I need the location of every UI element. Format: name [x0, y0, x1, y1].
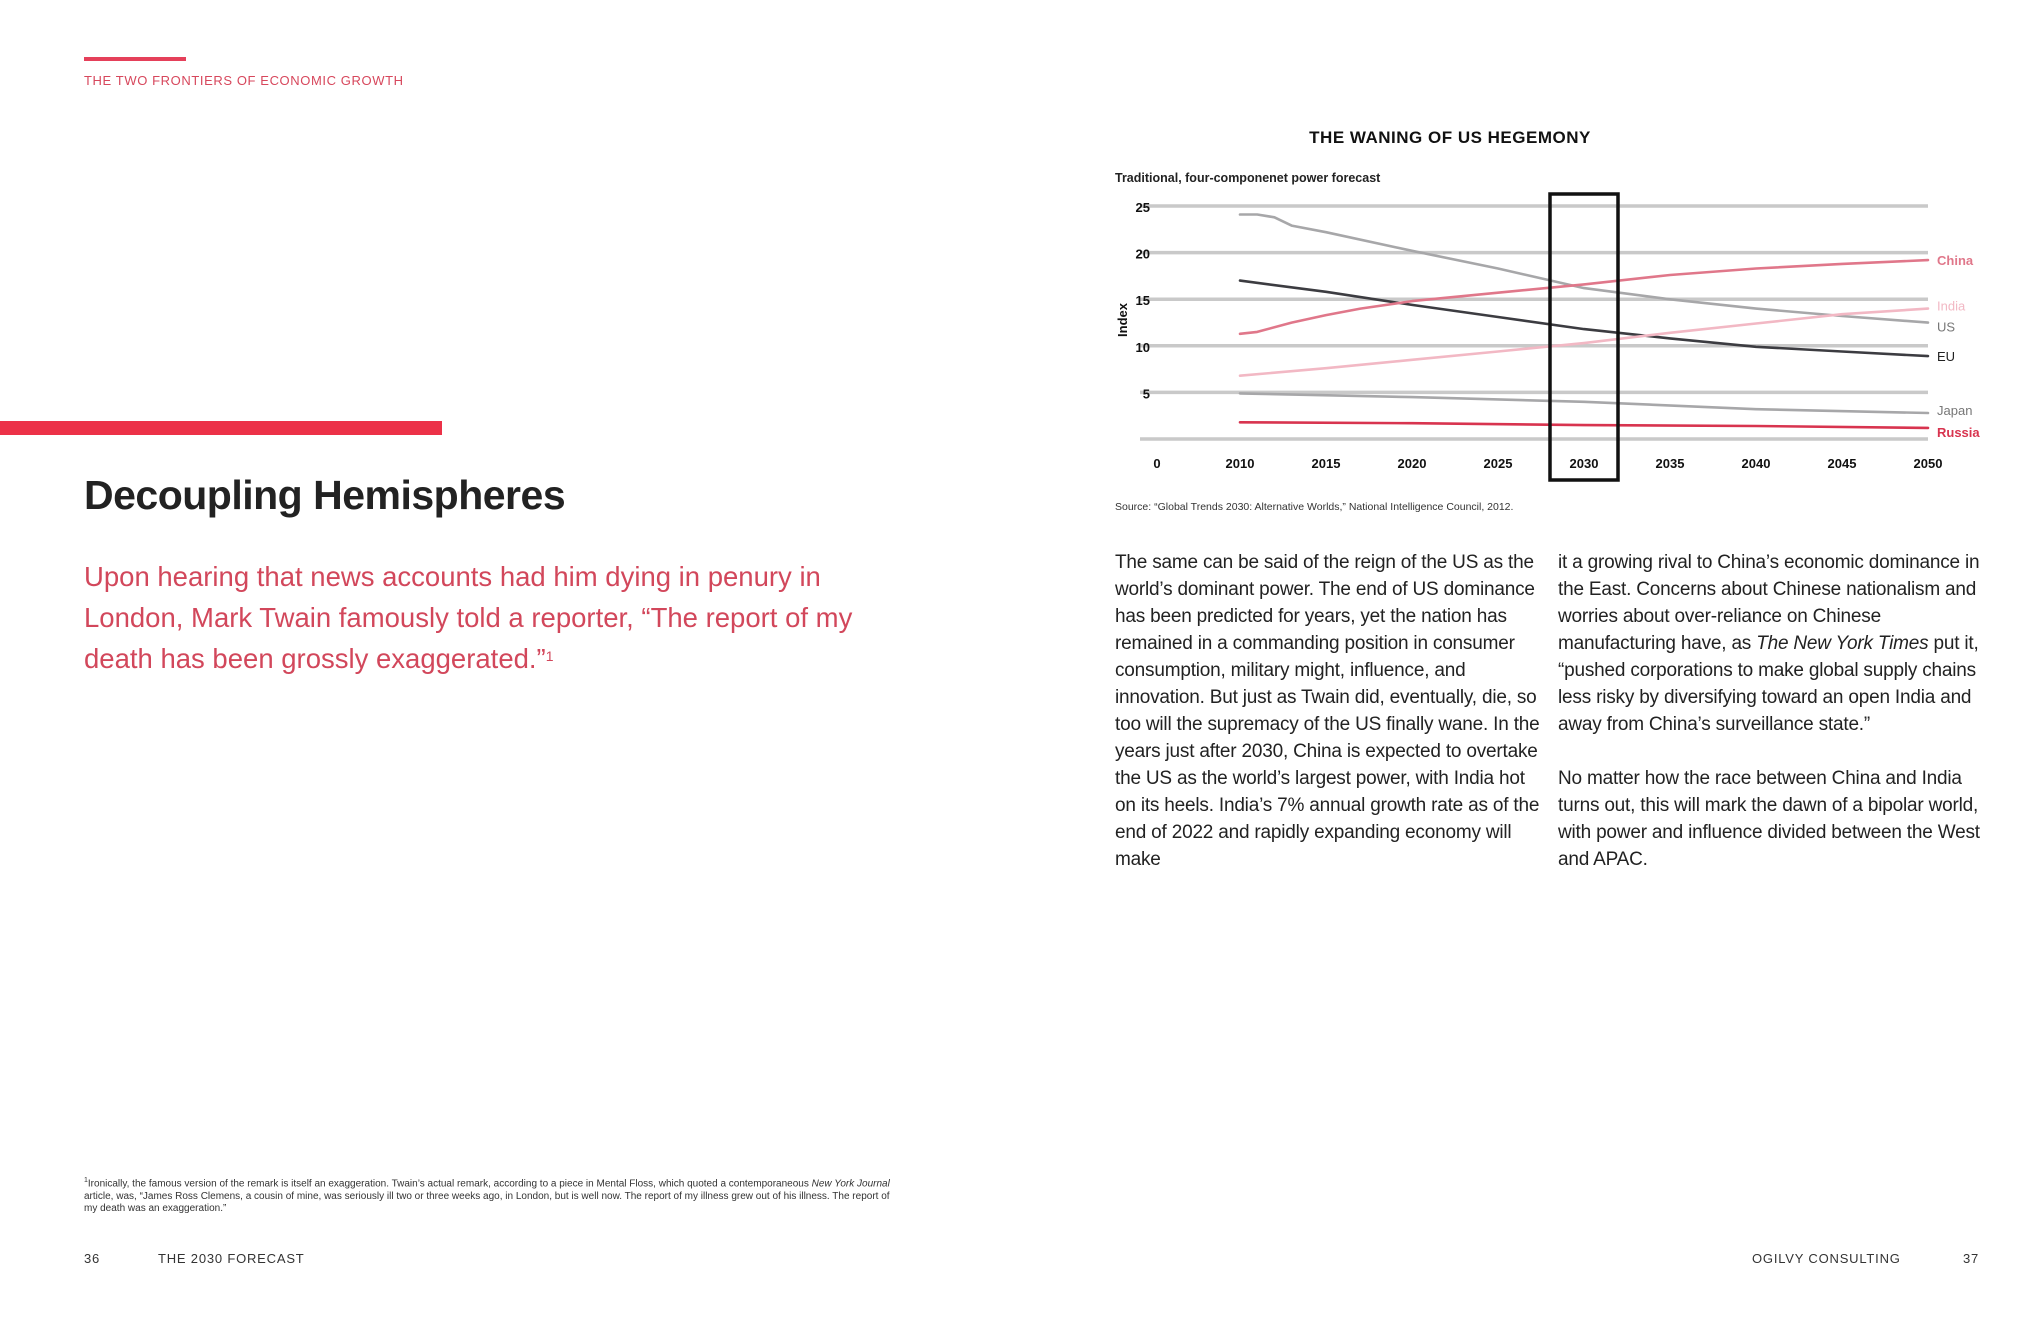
series-label-us: US — [1937, 319, 1956, 335]
y-tick-label: 15 — [1135, 293, 1150, 309]
page-number-right: 37 — [1963, 1251, 1980, 1266]
publication-name: The New York Times — [1756, 633, 1929, 654]
footnote-text-2: article, was, “James Ross Clemens, a cousin of mine, was seriously ill two or three weeks ago, in London, but is well now. The report of my illness grew out of his illness. The report of my death was an exaggeration.” — [84, 1190, 890, 1215]
x-tick-label: 2030 — [1569, 456, 1599, 471]
publisher-name: OGILVY CONSULTING — [1752, 1251, 1901, 1266]
pull-quote — [84, 556, 894, 679]
chart-gridlines — [1140, 206, 1928, 439]
series-line-china — [1240, 260, 1928, 334]
chart-x-ticks — [1153, 456, 1942, 471]
highlight-2030-box — [1550, 194, 1618, 480]
x-tick-label: 2040 — [1741, 456, 1771, 471]
series-label-russia: Russia — [1937, 424, 1980, 440]
series-label-india: India — [1937, 298, 1966, 314]
footnote-italic: New York Journal — [811, 1178, 890, 1190]
y-tick-label: 20 — [1135, 246, 1150, 262]
accent-rule-short — [84, 57, 186, 61]
body-paragraph: No matter how the race between China and India turns out, this will mark the dawn of a bipolar world, with power and influence divided between the West and APAC. — [1558, 768, 1980, 870]
series-line-japan — [1240, 393, 1928, 413]
x-tick-label: 2015 — [1311, 456, 1341, 471]
section-heading: Decoupling Hemispheres — [84, 472, 566, 518]
x-tick-label: 2045 — [1827, 456, 1857, 471]
chart-source: Source: “Global Trends 2030: Alternative Worlds,” National Intelligence Council, 2012. — [1115, 501, 1514, 513]
accent-bar — [0, 421, 442, 435]
x-tick-label: 2035 — [1655, 456, 1685, 471]
x-tick-label: 2025 — [1483, 456, 1513, 471]
chart-subtitle: Traditional, four-componenet power forecast — [1115, 171, 1381, 185]
running-head: THE TWO FRONTIERS OF ECONOMIC GROWTH — [84, 73, 404, 88]
x-tick-label: 0 — [1153, 456, 1161, 471]
footnote-text-1: Ironically, the famous version of the remark is itself an exaggeration. Twain’s actual remark, according to a piece in Mental Floss, which quoted a contemporaneous — [87, 1178, 812, 1190]
chart-title: THE WANING OF US HEGEMONY — [1309, 128, 1591, 147]
x-tick-label: 2050 — [1913, 456, 1943, 471]
x-tick-label: 2020 — [1397, 456, 1427, 471]
body-column-1 — [1115, 549, 1540, 900]
series-line-us — [1240, 215, 1928, 323]
publication-title: THE 2030 FORECAST — [158, 1251, 305, 1266]
footnote-marker: 1 — [84, 1177, 88, 1184]
series-label-eu: EU — [1937, 349, 1956, 365]
chart-series-labels — [1937, 253, 1980, 440]
chart-series-lines — [1240, 215, 1928, 428]
footnote — [84, 1175, 904, 1216]
body-paragraph: The same can be said of the reign of the US as the world’s dominant power. The end of US dominance has been predicted for years, yet the nation has remained in a commanding position in consumer consumption, military might, influence, and innovation. But just as Twain did, eventually, die, so too will the supremacy of the US finally wane. In the years just after 2030, China is expected to overtake the US as the world’s largest power, with India hot on its heels. India’s 7% annual growth rate as of the end of 2022 and rapidly expanding economy will make — [1115, 552, 1540, 870]
series-line-india — [1240, 309, 1928, 376]
body-column-2 — [1558, 549, 1983, 900]
body-paragraph — [1558, 549, 1983, 738]
series-label-japan: Japan — [1937, 402, 1973, 418]
y-tick-label: 10 — [1135, 339, 1150, 355]
series-line-russia — [1240, 422, 1928, 428]
y-tick-label: 25 — [1135, 200, 1150, 215]
series-label-china: China — [1937, 253, 1974, 269]
body-text: it a growing rival to China’s economic dominance in the East. Concerns about Chinese nationalism and worries about over-reliance on Chinese manufacturing have, as — [1558, 552, 1980, 654]
page-number-left: 36 — [84, 1251, 101, 1266]
pull-quote-text: Upon hearing that news accounts had him dying in penury in London, Mark Twain famously told a reporter, “The report of my death has been grossly exaggerated.” — [84, 561, 853, 674]
chart-y-axis-label: Index — [1115, 303, 1130, 337]
footnote-ref: 1 — [545, 648, 554, 664]
chart-y-ticks — [1136, 200, 1150, 401]
series-line-eu — [1240, 281, 1928, 357]
y-tick-label: 5 — [1142, 386, 1150, 402]
body-text: put it, “pushed corporations to make global supply chains less risky by diversifying toward an open India and away from China’s surveillance state.” — [1558, 633, 1979, 735]
x-tick-label: 2010 — [1225, 456, 1255, 471]
